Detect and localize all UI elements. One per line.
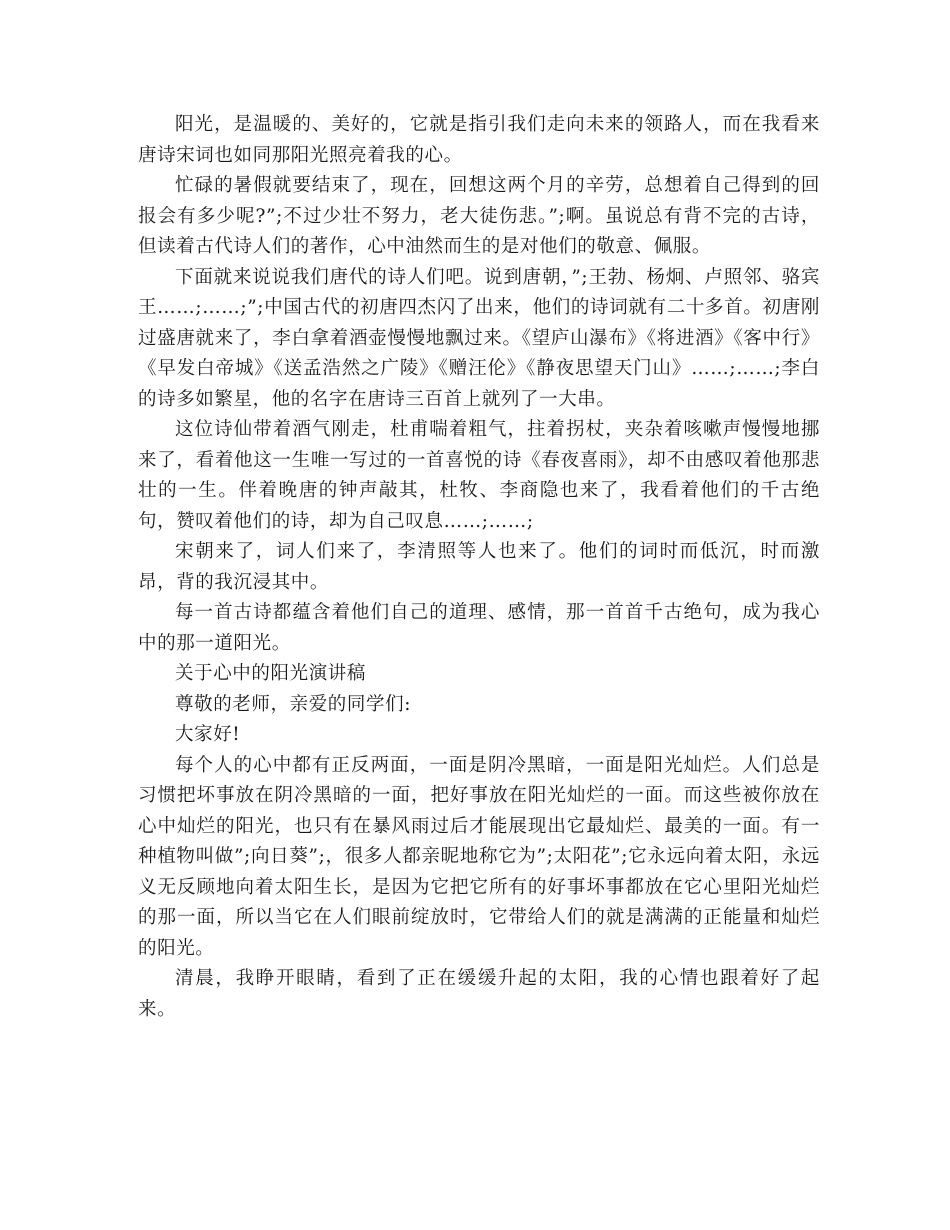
paragraph-8: 清晨，我睁开眼睛，看到了正在缓缓升起的太阳，我的心情也跟着好了起来。 xyxy=(138,968,820,1020)
paragraph-2: 忙碌的暑假就要结束了，现在，回想这两个月的辛劳，总想着自己得到的回报会有多少呢?”;不过少壮不努力，老大徒伤悲。”;啊。虽说总有背不完的古诗，但读着古代诗人们的著作，心中油然而生的是对他们的敬意、佩服。 xyxy=(138,175,820,257)
paragraph-4: 这位诗仙带着酒气刚走，杜甫喘着粗气，拄着拐杖，夹杂着咳嗽声慢慢地挪来了，看着他这一生唯一写过的一首喜悦的诗《春夜喜雨》，却不由感叹着他那悲壮的一生。伴着晚唐的钟声敲其，杜牧、李商隐也来了，我看着他们的千古绝句，赞叹着他们的诗，却为自己叹息……;……; xyxy=(138,419,820,532)
greeting: 大家好! xyxy=(175,724,241,745)
paragraph-6: 每一首古诗都蕴含着他们自己的道理、感情，那一首首千古绝句，成为我心中的那一道阳光。 xyxy=(138,602,820,654)
paragraph-3: 下面就来说说我们唐代的诗人们吧。说到唐朝，”;王勃、杨炯、卢照邻、骆宾王……;……;”;中国古代的初唐四杰闪了出来，他们的诗词就有二十多首。初唐刚过盛唐就来了，李白拿着酒壶慢慢地飘过来。《望庐山瀑布》《将进酒》《客中行》《早发白帝城》《送孟浩然之广陵》《赠汪伦》《静夜思望天门山》……;……;李白的诗多如繁星，他的名字在唐诗三百首上就列了一大串。 xyxy=(138,266,820,410)
paragraph-5: 宋朝来了，词人们来了，李清照等人也来了。他们的词时而低沉，时而激昂，背的我沉浸其中。 xyxy=(138,541,820,593)
paragraph-7: 每个人的心中都有正反两面，一面是阴冷黑暗，一面是阳光灿烂。人们总是习惯把坏事放在阴冷黑暗的一面，把好事放在阳光灿烂的一面。而这些被你放在心中灿烂的阳光，也只有在暴风雨过后才能展现出它最灿烂、最美的一面。有一种植物叫做”;向日葵”;，很多人都亲昵地称它为”;太阳花”;它永远向着太阳，永远义无反顾地向着太阳生长，是因为它把它所有的好事坏事都放在它心里阳光灿烂的那一面，所以当它在人们眼前绽放时，它带给人们的就是满满的正能量和灿烂的阳光。 xyxy=(138,754,820,959)
document-body xyxy=(138,110,820,1025)
paragraph-1: 阳光，是温暖的、美好的，它就是指引我们走向未来的领路人，而在我看来唐诗宋词也如同那阳光照亮着我的心。 xyxy=(138,114,820,166)
salutation: 尊敬的老师，亲爱的同学们: xyxy=(175,693,412,715)
speech-title: 关于心中的阳光演讲稿 xyxy=(175,663,367,684)
